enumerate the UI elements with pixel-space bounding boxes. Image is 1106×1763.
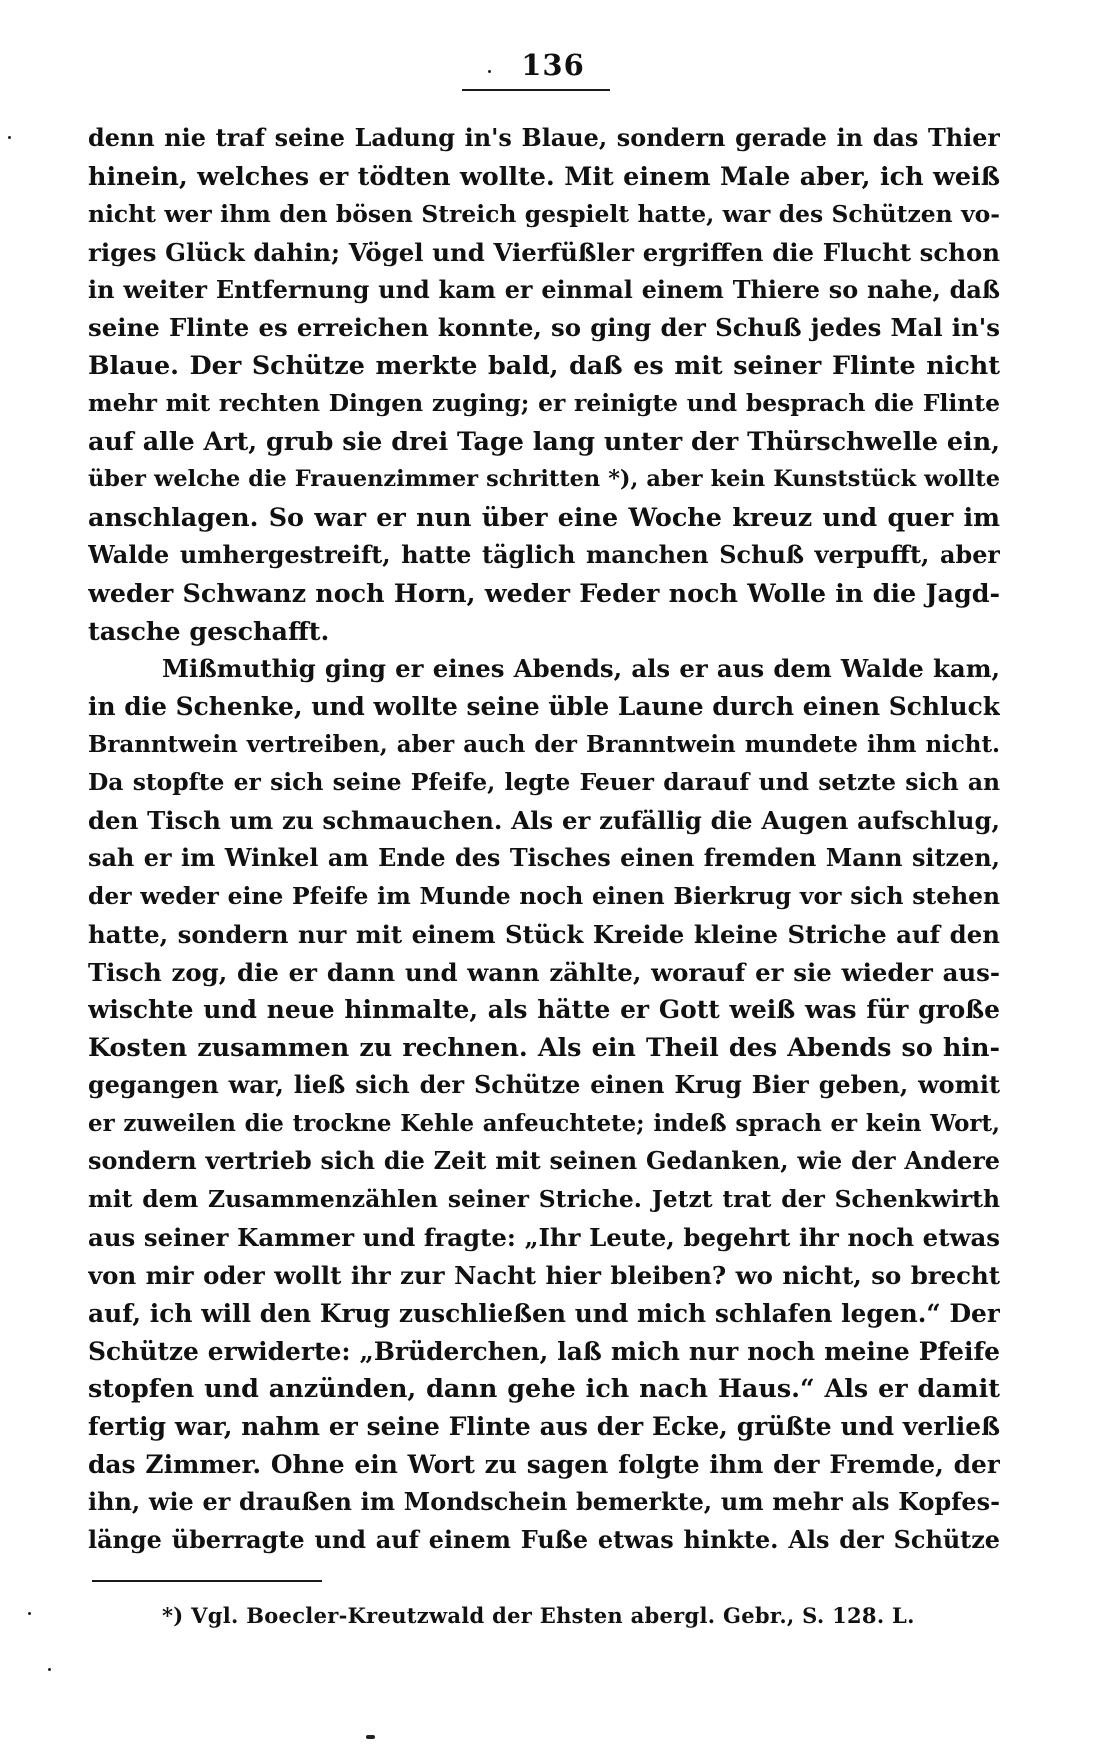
text-line: das Zimmer. Ohne ein Wort zu sagen folgte ihm der Fremde, der [88, 1450, 1000, 1480]
text-line: mehr mit rechten Dingen zuging; er reinigte und besprach die Flinte [88, 389, 1000, 418]
header-rule [462, 89, 610, 91]
scan-speck [8, 136, 11, 139]
text-line: hatte, sondern nur mit einem Stück Kreide kleine Striche auf den [88, 919, 1000, 949]
body-text [88, 120, 1000, 1560]
paragraph-end-line: tasche geschafft. [88, 615, 330, 646]
text-line: aus seiner Kammer und fragte: „Ihr Leute, begehrt ihr noch etwas [88, 1222, 1000, 1252]
text-line: wischte und neue hinmalte, als hätte er Gott weiß was für große [88, 995, 1000, 1025]
scan-speck [488, 70, 491, 73]
text-line: gegangen war, ließ sich der Schütze einen Krug Bier geben, womit [88, 1071, 1000, 1100]
text-line: sondern vertrieb sich die Zeit mit seinen Gedanken, wie der Andere [88, 1147, 1000, 1176]
text-line: mit dem Zusammenzählen seiner Striche. Jetzt trat der Schenkwirth [88, 1184, 1000, 1213]
text-line: in weiter Entfernung und kam er einmal einem Thiere so nahe, daß [88, 275, 1000, 304]
text-line: auf alle Art, grub sie drei Tage lang unter der Thürschwelle ein, [88, 426, 1000, 457]
page-number: 136 [521, 48, 585, 82]
text-line: stopfen und anzünden, dann gehe ich nach Haus.“ Als er damit [88, 1373, 1000, 1404]
text-line: hinein, welches er tödten wollte. Mit einem Male aber, ich weiß [88, 160, 1000, 191]
text-line: den Tisch um zu schmauchen. Als er zufällig die Augen aufschlug, [88, 806, 1000, 836]
text-line: Kosten zusammen zu rechnen. Als ein Theil des Abends so hin- [88, 1032, 1000, 1063]
text-line: von mir oder wollt ihr zur Nacht hier bleiben? wo nicht, so brecht [88, 1260, 1000, 1290]
text-line: Branntwein vertreiben, aber auch der Branntwein mundete ihm nicht. [88, 731, 1000, 759]
text-line: Blaue. Der Schütze merkte bald, daß es mit seiner Flinte nicht [88, 350, 1000, 381]
text-line: anschlagen. So war er nun über eine Woche kreuz und quer im [88, 501, 1000, 532]
text-line: in die Schenke, und wollte seine üble Laune durch einen Schluck [88, 692, 1000, 722]
scan-speck [366, 1735, 375, 1739]
text-line: Schütze erwiderte: „Brüderchen, laß mich nur noch meine Pfeife [88, 1336, 1000, 1366]
text-line: länge überragte und auf einem Fuße etwas hinkte. Als der Schütze [88, 1525, 1000, 1554]
scan-speck [28, 1612, 31, 1615]
scan-speck [48, 1668, 51, 1671]
text-line: seine Flinte es erreichen konnte, so ging der Schuß jedes Mal in's [88, 313, 1000, 343]
text-line: der weder eine Pfeife im Munde noch einen Bierkrug vor sich stehen [88, 881, 1000, 910]
text-line: ihn, wie er draußen im Mondschein bemerkte, um mehr als Kopfes- [88, 1488, 1000, 1517]
text-line: riges Glück dahin; Vögel und Vierfüßler ergriffen die Flucht schon [88, 237, 1000, 267]
text-line: über welche die Frauenzimmer schritten *), aber kein Kunststück wollte [88, 466, 1000, 493]
text-line: weder Schwanz noch Horn, weder Feder noch Wolle in die Jagd- [88, 577, 1000, 608]
text-line: nicht wer ihm den bösen Streich gespielt hatte, war des Schützen vo- [88, 199, 1000, 228]
footnote-rule [92, 1580, 322, 1582]
paragraph-start-line: Mißmuthig ging er eines Abends, als er aus dem Walde kam, [162, 654, 1000, 684]
text-line: er zuweilen die trockne Kehle anfeuchtete; indeß sprach er kein Wort, [88, 1110, 1000, 1138]
text-line: sah er im Winkel am Ende des Tisches einen fremden Mann sitzen, [88, 843, 1000, 872]
text-line: denn nie traf seine Ladung in's Blaue, sondern gerade in das Thier [88, 124, 1000, 152]
text-line: auf, ich will den Krug zuschließen und mich schlafen legen.“ Der [88, 1298, 1000, 1328]
text-line: Walde umhergestreift, hatte täglich manchen Schuß verpufft, aber [88, 540, 1000, 569]
text-line: Tisch zog, die er dann und wann zählte, worauf er sie wieder aus- [88, 957, 1000, 987]
text-line: Da stopfte er sich seine Pfeife, legte Feuer darauf und setzte sich an [88, 768, 1000, 797]
text-line: fertig war, nahm er seine Flinte aus der Ecke, grüßte und verließ [88, 1412, 1000, 1442]
footnote: *) Vgl. Boecler-Kreutzwald der Ehsten abergl. Gebr., S. 128. L. [162, 1603, 915, 1628]
